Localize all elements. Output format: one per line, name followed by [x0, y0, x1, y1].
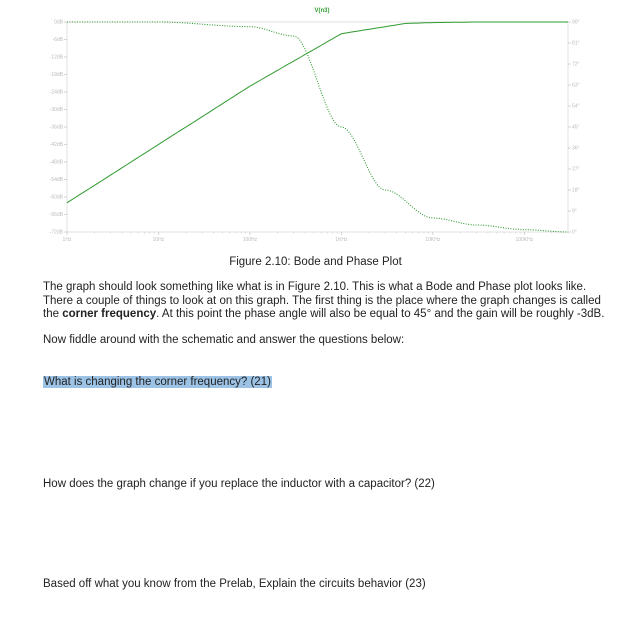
y-left-tick-label: -12dB: [49, 54, 63, 61]
phase-curve: [67, 22, 568, 232]
y-left-tick-label: -66dB: [49, 212, 63, 219]
y-left-tick-label: -54dB: [49, 177, 63, 184]
y-right-tick-label: 9°: [572, 208, 577, 215]
x-tick-label: 1Hz: [62, 237, 72, 243]
plot-ticks: [50, 20, 580, 243]
instruction-line: Now fiddle around with the schematic and answer the questions below:: [43, 334, 405, 346]
y-left-tick-label: 0dB: [54, 19, 63, 26]
y-left-tick-label: -24dB: [49, 89, 63, 96]
y-right-tick-label: 18°: [572, 187, 580, 194]
y-right-tick-label: 36°: [572, 145, 580, 152]
question-21[interactable]: What is changing the corner frequency? (21): [44, 376, 271, 388]
y-right-tick-label: 45°: [572, 124, 580, 131]
y-left-tick-label: -72dB: [49, 229, 63, 236]
paragraph-bold-term: corner frequency: [62, 308, 157, 320]
figure-caption: Figure 2.10: Bode and Phase Plot: [229, 256, 402, 268]
plot-series: [67, 22, 568, 232]
y-left-tick-label: -18dB: [49, 72, 63, 79]
x-tick-label: 1KHz: [335, 237, 348, 243]
paragraph-text-2: . At this point the phase angle will also be equal to 45° and the gain will be roughly -3dB.: [156, 308, 605, 320]
y-right-tick-label: 54°: [572, 103, 580, 110]
y-left-tick-label: -48dB: [49, 159, 63, 166]
y-left-tick-label: -6dB: [52, 37, 63, 44]
plot-frame: [67, 22, 568, 232]
y-right-tick-label: 63°: [572, 82, 580, 89]
y-left-tick-label: -36dB: [49, 124, 63, 131]
y-right-tick-label: 0°: [572, 229, 577, 236]
question-22[interactable]: How does the graph change if you replace the inductor with a capacitor? (22): [43, 478, 435, 490]
x-tick-label: 10KHz: [425, 237, 441, 243]
y-right-tick-label: 72°: [572, 61, 580, 68]
y-right-tick-label: 90°: [572, 19, 580, 26]
bode-phase-plot: [0, 0, 631, 250]
y-right-tick-label: 27°: [572, 166, 580, 173]
gain-curve: [67, 22, 568, 203]
x-tick-label: 100KHz: [515, 237, 534, 243]
x-tick-label: 10Hz: [152, 237, 165, 243]
y-right-tick-label: 81°: [572, 40, 580, 47]
y-left-tick-label: -30dB: [49, 107, 63, 114]
paragraph-text-1: The graph should look something like what is in Figure 2.10. This is what a Bode and Phase plot looks like. There a couple of things to look at on this graph. The first thing is the place where the graph changes is called the: [43, 281, 601, 320]
body-paragraph: [43, 281, 613, 322]
x-tick-label: 100Hz: [242, 237, 258, 243]
question-23[interactable]: Based off what you know from the Prelab, Explain the circuits behavior (23): [43, 578, 426, 590]
plot-title: V(n3): [314, 8, 330, 14]
y-left-tick-label: -42dB: [49, 142, 63, 149]
y-left-tick-label: -60dB: [49, 194, 63, 201]
plot-axes: [67, 22, 568, 232]
